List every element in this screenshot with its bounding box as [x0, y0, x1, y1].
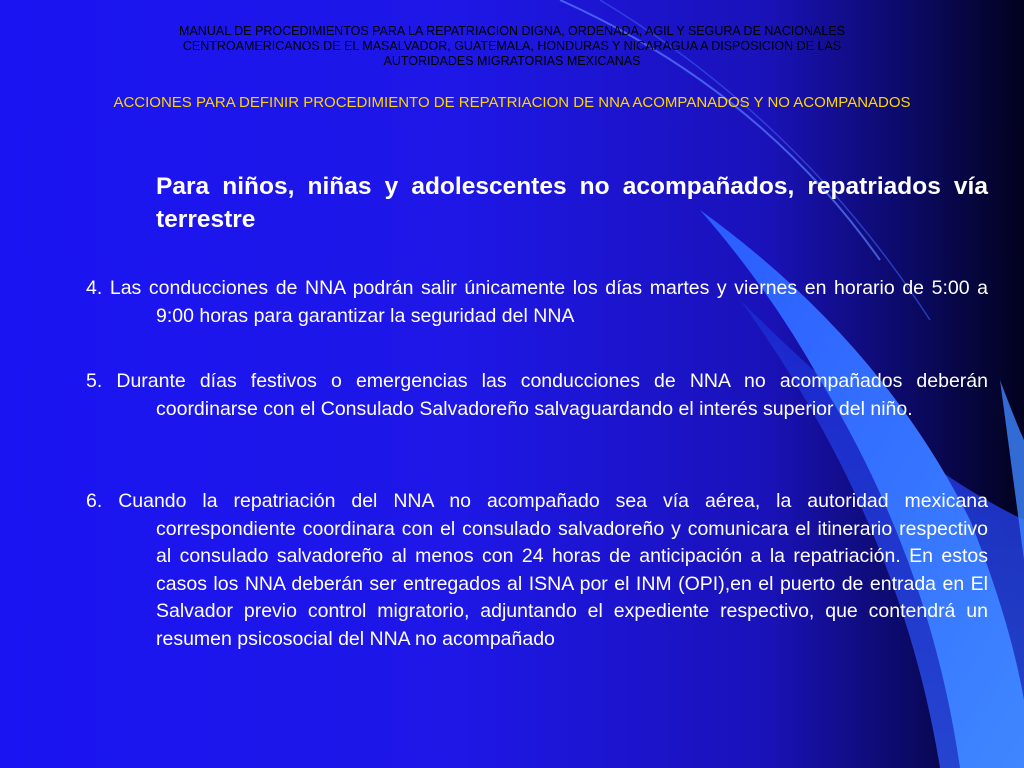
document-header [100, 24, 924, 69]
header-line-3: AUTORIDADES MIGRATORIAS MEXICANAS [383, 54, 641, 68]
paragraph-4: 4. Las conducciones de NNA podrán salir únicamente los días martes y viernes en horario de 5:00 a 9:00 horas para garantizar la seguridad del NNA [86, 277, 988, 327]
paragraph-6: 6. Cuando la repatriación del NNA no acompañado sea vía aérea, la autoridad mexicana correspondiente coordinara con el consulado salvadoreño y comunicara el itinerario respectivo al consulado salvadoreño al menos con 24 horas de anticipación a la repatriación. En estos casos los NNA deberán ser entregados al ISNA por el INM (OPI),en el puerto de entrada en El Salvador previo control migratorio, adjuntando el expediente respectivo, que contendrá un resumen psicosocial del NNA no acompañado [86, 490, 988, 650]
header-line-2: CENTROAMERICANOS DE EL MASALVADOR, GUATEMALA, HONDURAS Y NICARAGUA A DISPOSICION DE LAS [182, 39, 842, 53]
header-line-1: MANUAL DE PROCEDIMIENTOS PARA LA REPATRIACION DIGNA, ORDENADA, AGIL Y SEGURA DE NACIONALES [179, 24, 845, 38]
section-subtitle: ACCIONES PARA DEFINIR PROCEDIMIENTO DE REPATRIACION DE NNA ACOMPANADOS Y NO ACOMPANADOS [113, 94, 911, 111]
paragraph-5: 5. Durante días festivos o emergencias las conducciones de NNA no acompañados deberán coordinarse con el Consulado Salvadoreño salvaguardando el interés superior del niño. [86, 370, 988, 420]
slide-heading: Para niños, niñas y adolescentes no acompañados, repatriados vía terrestre [156, 173, 988, 233]
